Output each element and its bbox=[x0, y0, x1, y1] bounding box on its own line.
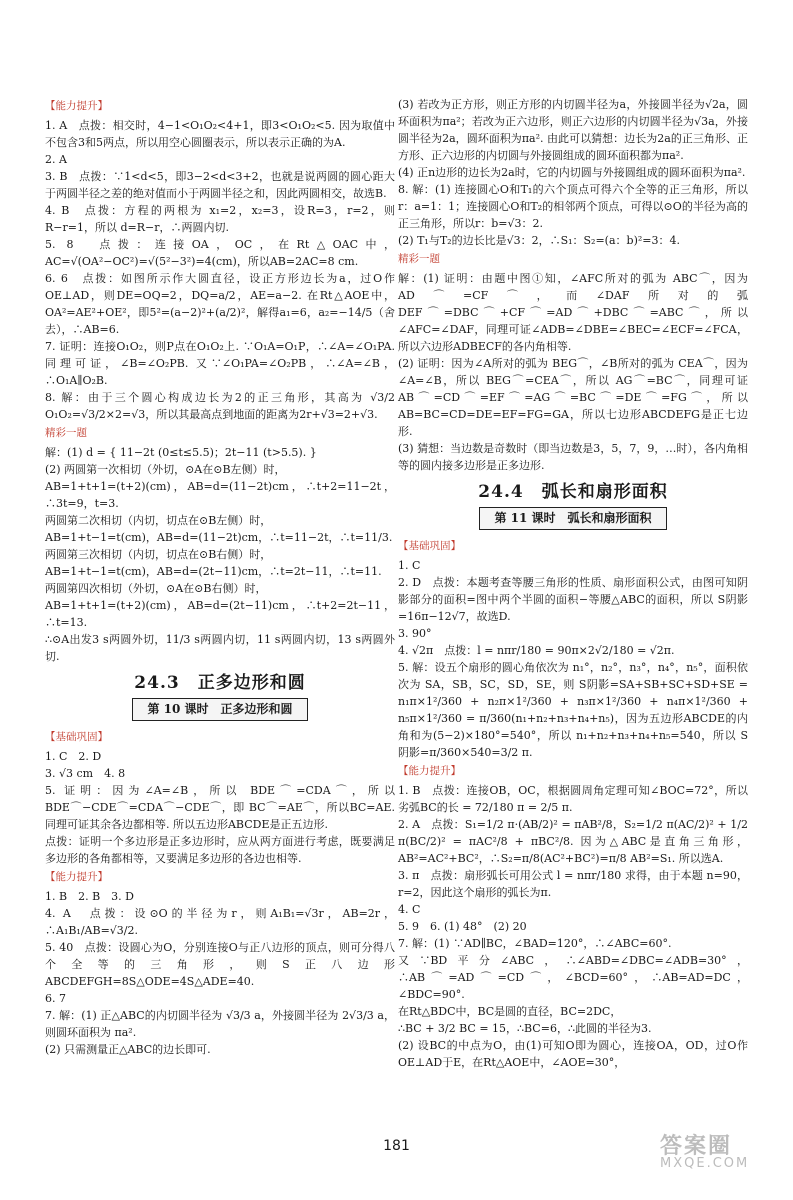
section-tag: 精彩一题 bbox=[45, 427, 87, 439]
answer-item: 3. B 点拨：∵1<d<5，即3−2<d<3+2，也就是说两圆的圆心距大于两圆半径之差的绝对值而小于两圆半径之和，因此两圆相交，故选B. bbox=[45, 170, 395, 200]
answer-item: AB=1+t+1=(t+2)(cm)，AB=d=(11−2t)cm，∴t+2=11−2t，∴3t=9，t=3. bbox=[45, 480, 395, 510]
answer-item: AB=1+t−1=t(cm)，AB=d=(11−2t)cm，∴t=11−2t，∴t=11/3. bbox=[45, 531, 393, 544]
watermark-domain: MXQE.COM bbox=[660, 1156, 750, 1171]
answer-item: 1. A 点拨：相交时，4−1<O₁O₂<4+1，即3<O₁O₂<5. 因为取值中不包含3和5两点，所以用空心圆圈表示，所以表示正确的为A. bbox=[45, 119, 395, 149]
answer-item: 3. √3 cm 4. 8 bbox=[45, 767, 126, 780]
answer-item: ∴BC + 3/2 BC = 15，∴BC=6，∴此圆的半径为3. bbox=[398, 1022, 652, 1035]
section-tag: 精彩一题 bbox=[398, 253, 440, 265]
answer-item: 1. B 2. B 3. D bbox=[45, 890, 134, 903]
answer-item: (3) 猜想：当边数是奇数时（即当边数是3，5，7，9，…时），各内角相等的圆内接多边形是正多边形. bbox=[398, 442, 748, 472]
answer-item: 2. D 点拨：本题考查等腰三角形的性质、扇形面积公式，由图可知阴影部分的面积=图中两个半圆的面积−等腰△ABC的面积，所以 S阴影=16π−12√7，故选D. bbox=[398, 576, 748, 623]
answer-item: 7. 证明：连接O₁O₂，则P点在O₁O₂上. ∵O₁A=O₁P，∴∠A=∠O₁PA. 同理可证，∠B=∠O₂PB. 又∵∠O₁PA=∠O₂PB，∴∠A=∠B，∴O₁A∥O₂B. bbox=[45, 340, 395, 387]
answer-item: 两圆第二次相切（内切，切点在⊙B左侧）时， bbox=[45, 514, 272, 527]
answer-item: AB=1+t+1=(t+2)(cm)，AB=d=(2t−11)cm，∴t+2=2t−11，∴t=13. bbox=[45, 599, 395, 629]
answer-item: (4) 正n边形的边长为2a时，它的内切圆与外接圆组成的圆环面积为πa². bbox=[398, 166, 746, 179]
answer-item: 在Rt△BDC中，BC是圆的直径，BC=2DC， bbox=[398, 1005, 622, 1018]
answer-item: 5. 解：设五个扇形的圆心角依次为 n₁°，n₂°，n₃°，n₄°，n₅°，面积依次为 SA，SB，SC，SD，SE，则 S阴影=SA+SB+SC+SD+SE = n₁π×1²/360 + n₂π×1²/360 + n₃π×1²/360 + n₄π×1²/360 + n₅π×1²/360 = π/360(n₁+n₂+n₃+n₄+n₅)，因为五边形ABCDE的内角和为(5−2)×180°=540°，所以 n₁+n₂+n₃+n₄+n₅=540，所以 S阴影=π/360×540=3/2 π. bbox=[398, 661, 748, 759]
answer-item: (3) 若改为正方形，则正方形的内切圆半径为a，外接圆半径为√2a，圆环面积为πa²；若改为正六边形，则正六边形的内切圆半径为√3a，外接圆半径为2a，圆环面积为πa². 由此可以猜想：边长为2a的正三角形、正方形、正六边形的内切圆与外接圆组成的圆环面积都为πa². bbox=[398, 98, 748, 162]
answer-item: 3. 90° bbox=[398, 627, 432, 640]
answer-item: 解：(1) d = { 11−2t (0≤t≤5.5)；2t−11 (t>5.5). } bbox=[45, 446, 317, 459]
section-tag: 【基础巩固】 bbox=[45, 731, 108, 743]
answer-item: 6. 7 bbox=[45, 992, 66, 1005]
left-column bbox=[45, 96, 395, 1058]
lesson-header bbox=[45, 698, 395, 721]
answer-item: 5. 40 点拨：设圆心为O，分别连接O与正八边形的顶点，则可分得八个全等的三角形，则S正八边形ABCDEFGH=8S△ODE=4S△ADE=40. bbox=[45, 941, 395, 988]
watermark-title: 答案圈 bbox=[660, 1134, 733, 1159]
answer-item: (2) T₁与T₂的边长比是√3：2，∴S₁：S₂=(a：b)²=3：4. bbox=[398, 234, 680, 247]
answer-item: 3. π 点拨：扇形弧长可用公式 l = nπr/180 求得，由于本题 n=90，r=2，因此这个扇形的弧长为π. bbox=[398, 869, 748, 899]
section-title: 24.3 正多边形和圆 bbox=[134, 673, 306, 693]
lesson-header bbox=[398, 507, 748, 530]
answer-item: 2. A bbox=[45, 153, 67, 166]
answer-item: 解：(1) 证明：由题中图①知，∠AFC所对的弧为 ABC⌒，因为 AD⌒=CF⌒，而∠DAF所对的弧 DEF⌒=DBC⌒+CF⌒=AD⌒+DBC⌒=ABC⌒，所以∠AFC=∠DAF，同理可证∠ADB=∠DBE=∠BEC=∠ECF=∠FCA，所以六边形ADBECF的各内角相等. bbox=[398, 272, 748, 353]
answer-item: 6. 6 点拨：如图所示作大圆直径，设正方形边长为a，过O作OE⊥AD，则DE=OQ=2，DQ=a/2，AE=a−2. 在Rt△AOE中，OA²=AE²+OE²，即5²=(a−2)²+(a/2)²，解得a₁=6，a₂=−14/5（舍去），∴AB=6. bbox=[45, 272, 395, 336]
answer-item: (2) 设BC的中点为O，由(1)可知O即为圆心，连接OA，OD，过O作OE⊥AD于E，在Rt△AOE中，∠AOE=30°， bbox=[398, 1039, 748, 1069]
answer-item: 4. C bbox=[398, 903, 421, 916]
answer-item: 5. 9 6. (1) 48° (2) 20 bbox=[398, 920, 527, 933]
watermark-logo bbox=[660, 1134, 780, 1194]
answer-item: 1. C bbox=[398, 559, 421, 572]
answer-item: (2) 证明：因为∠A所对的弧为 BEG⌒，∠B所对的弧为 CEA⌒，因为∠A=∠B，所以 BEG⌒=CEA⌒，所以 AG⌒=BC⌒，同理可证 AB⌒=CD⌒=EF⌒=AG⌒=BC⌒=DE⌒=FG⌒，所以AB=BC=CD=DE=EF=FG=GA，所以七边形ABCDEFG是正七边形. bbox=[398, 357, 748, 438]
answer-item: 1. C 2. D bbox=[45, 750, 102, 763]
answer-item: 1. B 点拨：连接OB，OC，根据圆周角定理可知∠BOC=72°，所以劣弧BC的长 = 72/180 π = 2/5 π. bbox=[398, 784, 748, 814]
answer-item: 8. 解：由于三个圆心构成边长为2的正三角形，其高为 √3/2 O₁O₂=√3/2×2=√3，所以其最高点到地面的距离为2r+√3=2+√3. bbox=[45, 391, 395, 421]
answer-item: 5. 8 点拨：连接OA，OC，在Rt△OAC中，AC=√(OA²−OC²)=√(5²−3²)=4(cm)，所以AB=2AC=8 cm. bbox=[45, 238, 395, 268]
answer-item: 5. 证明：因为∠A=∠B，所以 BDE⌒=CDA⌒，所以 BDE⌒−CDE⌒=CDA⌒−CDE⌒，即 BC⌒=AE⌒，所以BC=AE. 同理可证其余各边都相等. 所以五边形ABCDE是正五边形. bbox=[45, 784, 395, 831]
answer-item: (2) 两圆第一次相切（外切，⊙A在⊙B左侧）时， bbox=[45, 463, 286, 476]
answer-item: 两圆第三次相切（内切，切点在⊙B右侧）时， bbox=[45, 548, 272, 561]
answer-item: 两圆第四次相切（外切，⊙A在⊙B右侧）时， bbox=[45, 582, 267, 595]
lesson-title: 第 10 课时 正多边形和圆 bbox=[132, 698, 307, 721]
answer-item: 7. 解：(1) 正△ABC的内切圆半径为 √3/3 a，外接圆半径为 2√3/3 a，则圆环面积为 πa². bbox=[45, 1009, 395, 1039]
answer-item: (2) 只需测量正△ABC的边长即可. bbox=[45, 1043, 211, 1056]
section-title: 24.4 弧长和扇形面积 bbox=[478, 482, 668, 502]
answer-item: 4. √2π 点拨：l = nπr/180 = 90π×2√2/180 = √2π. bbox=[398, 644, 675, 657]
answer-item: AB=1+t−1=t(cm)，AB=d=(2t−11)cm，∴t=2t−11，∴t=11. bbox=[45, 565, 382, 578]
answer-item: 2. A 点拨：S₁=1/2 π·(AB/2)² = πAB²/8，S₂=1/2 π(AC/2)² + 1/2 π(BC/2)² = πAC²/8 + πBC²/8. 因为△ABC是直角三角形，AB²=AC²+BC²，∴S₂=π/8(AC²+BC²)=π/8 AB²=S₁. 所以选A. bbox=[398, 818, 748, 865]
answer-item: 4. B 点拨：方程的两根为 x₁=2，x₂=3，设R=3，r=2，则R−r=1，所以 d=R−r，∴两圆内切. bbox=[45, 204, 395, 234]
answer-item: 7. 解：(1) ∵AD∥BC，∠BAD=120°，∴∠ABC=60°. bbox=[398, 937, 672, 950]
answer-item: ∴⊙A出发3 s两圆外切，11/3 s两圆内切，11 s两圆内切，13 s两圆外切. bbox=[45, 633, 395, 663]
answer-item: 又∵BD平分∠ABC，∴∠ABD=∠DBC=∠ADB=30°，∴AB⌒=AD⌒=CD⌒，∠BCD=60°，∴AB=AD=DC，∠BDC=90°. bbox=[398, 954, 748, 1001]
answer-item: 8. 解：(1) 连接圆心O和T₁的六个顶点可得六个全等的正三角形，所以r：a=1：1；连接圆心O和T₂的相邻两个顶点，可得以⊙O的半径为高的正三角形，所以r：b=√3：2. bbox=[398, 183, 748, 230]
section-tag: 【能力提升】 bbox=[45, 100, 108, 112]
section-tag: 【能力提升】 bbox=[398, 765, 461, 777]
lesson-title: 第 11 课时 弧长和扇形面积 bbox=[479, 507, 666, 530]
right-column bbox=[398, 96, 748, 1071]
page-number: 181 bbox=[383, 1138, 410, 1154]
answer-item: 点拨：证明一个多边形是正多边形时，应从两方面进行考虑，既要满足多边形的各角都相等，又要满足多边形的各边也相等. bbox=[45, 835, 395, 865]
section-tag: 【能力提升】 bbox=[45, 871, 108, 883]
answer-item: 4. A 点拨：设⊙O的半径为r，则A₁B₁=√3r，AB=2r，∴A₁B₁/AB=√3/2. bbox=[45, 907, 395, 937]
section-tag: 【基础巩固】 bbox=[398, 540, 461, 552]
